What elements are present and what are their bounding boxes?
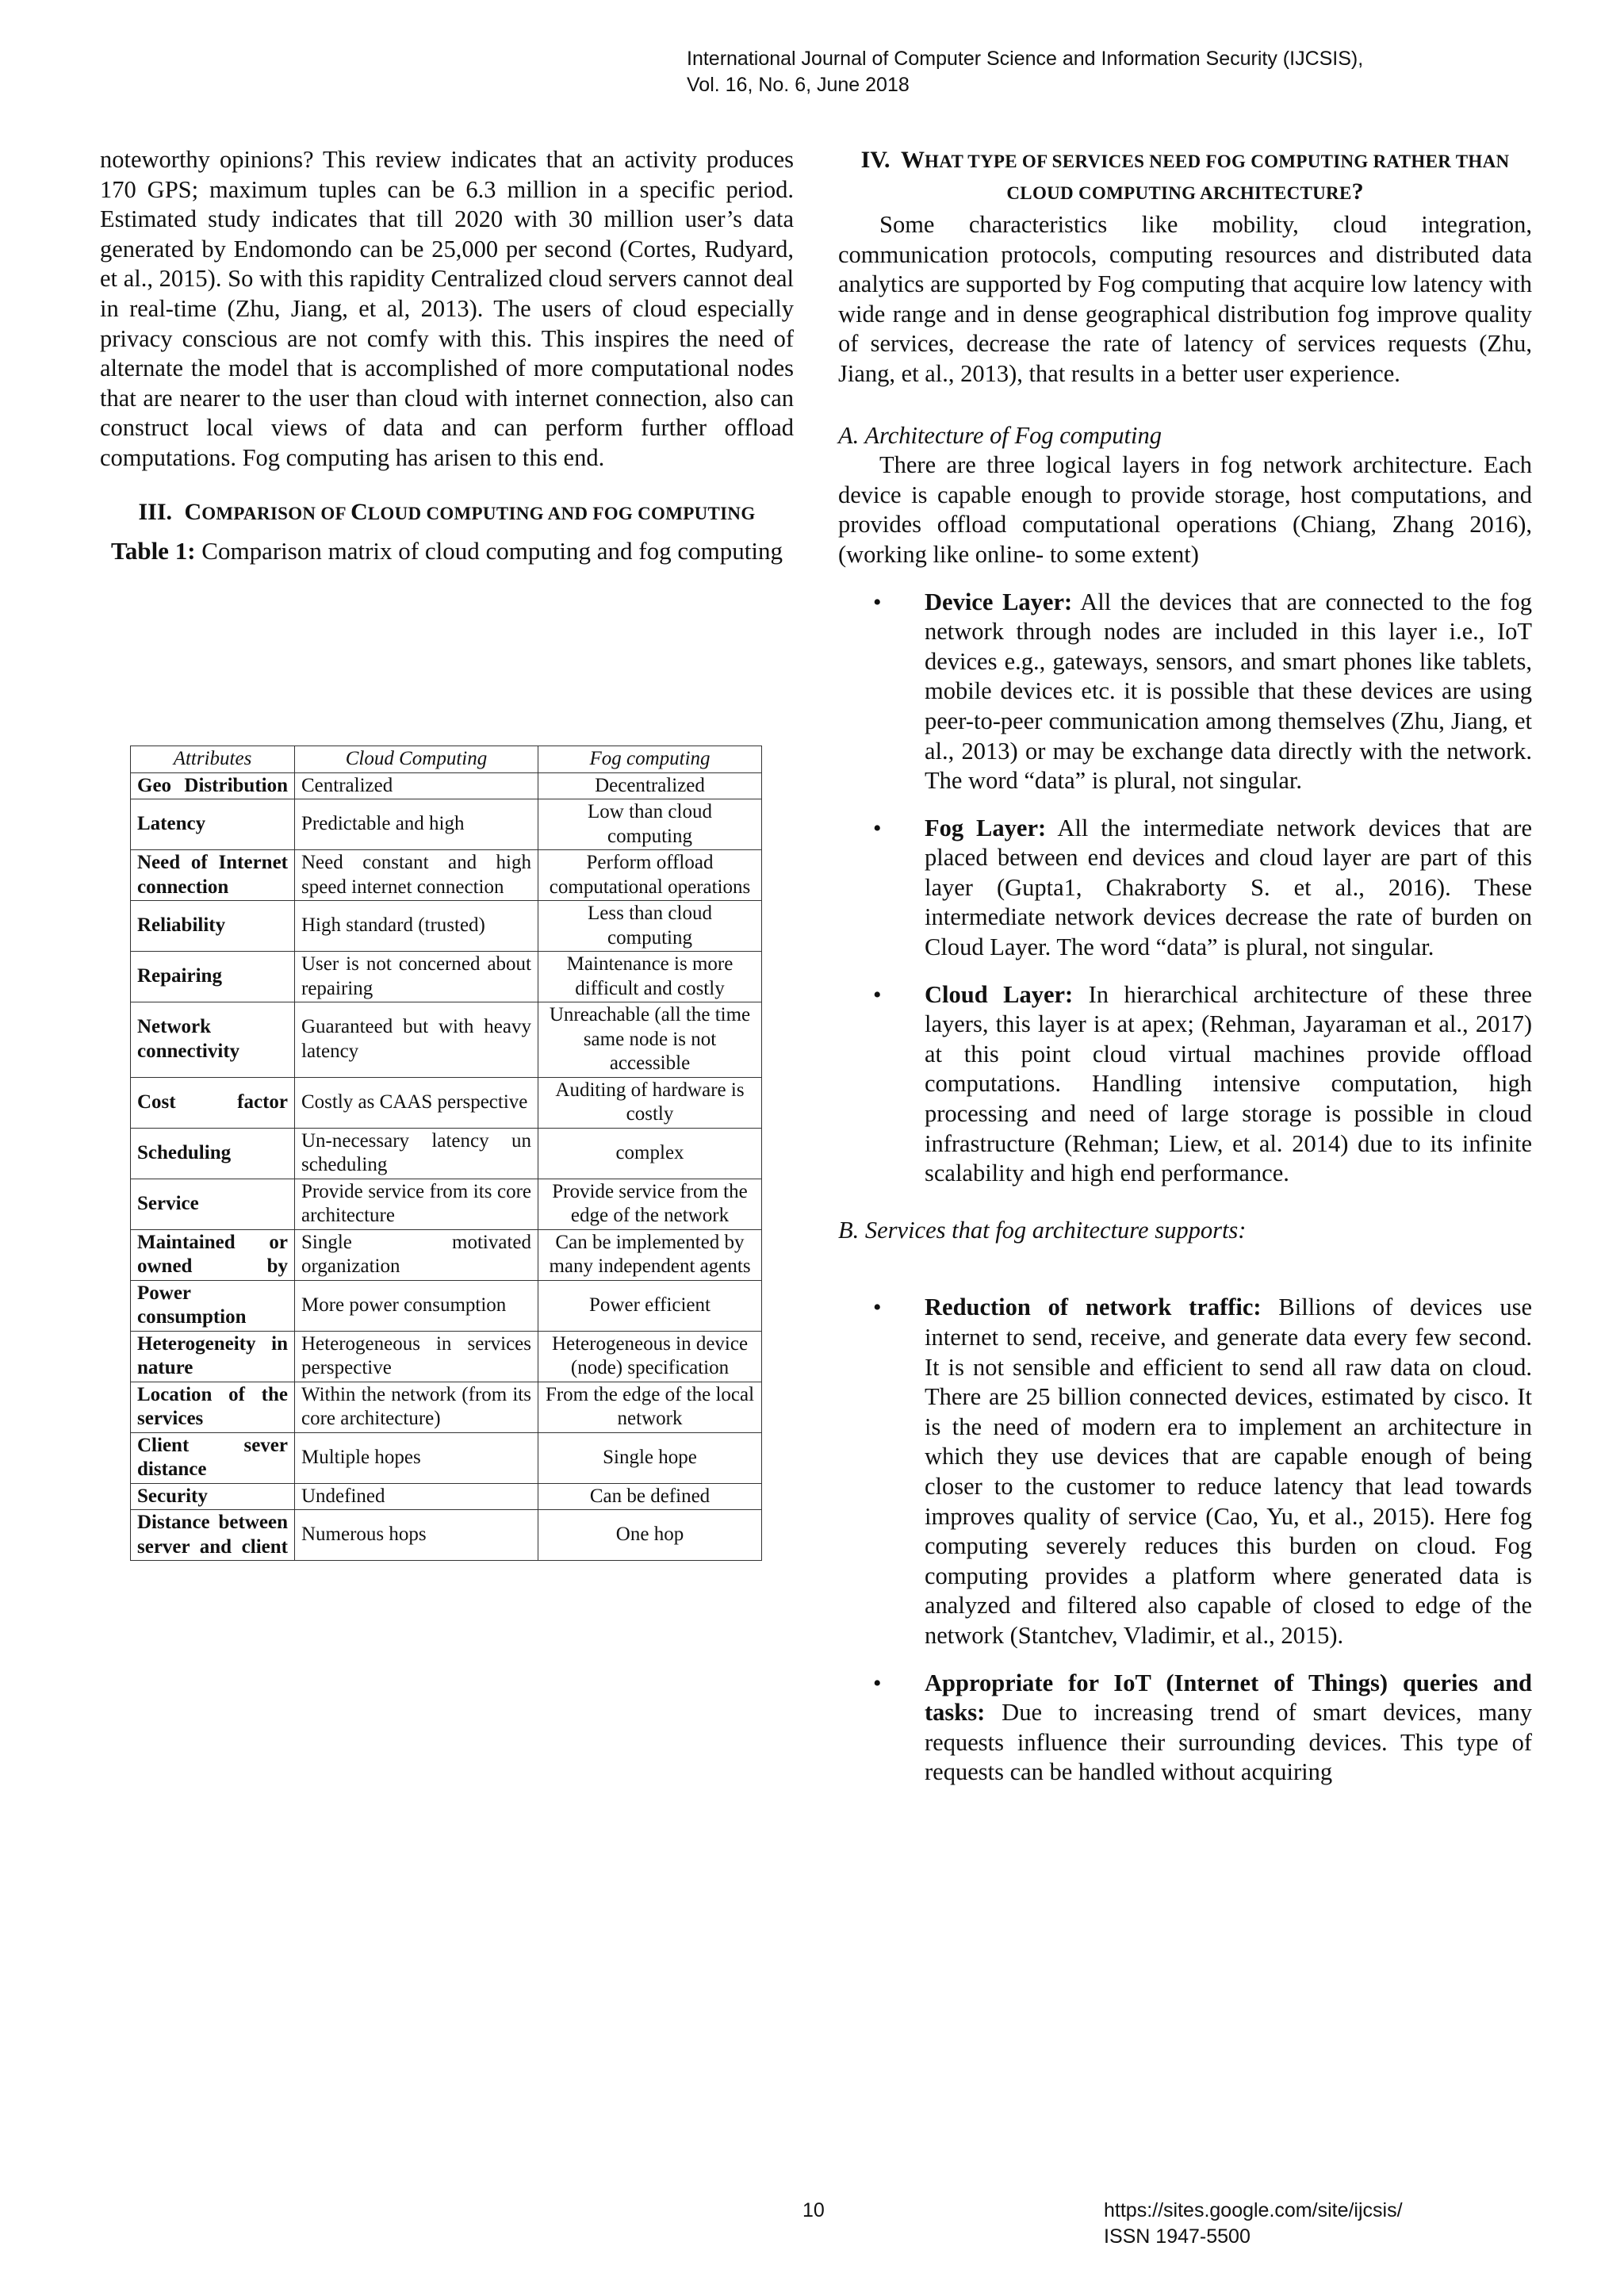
journal-title: International Journal of Computer Science and Information Security (IJCSIS), — [687, 48, 1364, 70]
table-header-cell: Fog computing — [538, 746, 762, 773]
fog-computing-cell: One hop — [538, 1510, 762, 1561]
table-row — [131, 952, 762, 1002]
cloud-computing-cell: Multiple hopes — [295, 1432, 538, 1483]
attribute-cell: Heterogeneity in nature — [131, 1331, 295, 1382]
fog-computing-cell: From the edge of the local network — [538, 1382, 762, 1432]
fog-computing-cell: Perform offload computational operations — [538, 850, 762, 901]
attribute-cell: Security — [131, 1483, 295, 1510]
section-3-number: III. — [138, 498, 173, 525]
table-row — [131, 901, 762, 952]
intro-paragraph: noteworthy opinions? This review indicates that an activity produces 170 GPS; maximum tuples can be 6.3 million in a specific period. Estimated study indicates that till 2020 with 30 million user’s data generated by Endomondo can be 25,000 per second (Cortes, Rudyard, et al., 2015). So with this rapidity Centralized cloud servers cannot deal in real-time (Zhu, Jiang, et al, 2013). The users of cloud especially privacy conscious are not comfy with this. This inspires the need of alternate the model that is accomplished of more computational nodes that are nearer to the user than cloud with internet connection, also can construct local views of data and can perform further offload computations. Fog computing has arisen to this end. — [100, 146, 794, 471]
table-header-cell: Attributes — [131, 746, 295, 773]
fog-computing-cell: Heterogeneous in device (node) specification — [538, 1331, 762, 1382]
layer-item-title: Cloud Layer: — [925, 980, 1074, 1008]
attribute-cell: Maintained or owned by — [131, 1229, 295, 1280]
fog-computing-cell: Maintenance is more difficult and costly — [538, 952, 762, 1002]
table-row — [131, 1280, 762, 1331]
attribute-cell: Location of the services — [131, 1382, 295, 1432]
fog-computing-cell: Unreachable (all the time same node is not accessible — [538, 1002, 762, 1078]
section-3-cap1: C — [184, 498, 202, 525]
cloud-computing-cell: Need constant and high speed internet connection — [295, 850, 538, 901]
attribute-cell: Latency — [131, 799, 295, 850]
service-item-text: Due to increasing trend of smart devices, many requests influence their surrounding devices. This type of requests can be handled without acquiring — [925, 1699, 1532, 1786]
section-4-paragraph: Some characteristics like mobility, cloud integration, communication protocols, computing resources and distributed data analytics are supported by Fog computing that acquire low latency with wide range and in dense geographical distribution fog improve quality of services, decrease the rate of latency of services requests (Zhu, Jiang, et al., 2013), that results in a better user experience. — [838, 211, 1532, 387]
attribute-cell: Client sever distance — [131, 1432, 295, 1483]
footer-issn: ISSN 1947-5500 — [1104, 2225, 1251, 2248]
layer-item-text: In hierarchical architecture of these three layers, this layer is at apex; (Rehman, Jayaraman et al., 2017) at this point cloud virtual machines provide offload computations. Handling intensive computation, high processing and need of large storage is possible in cloud infrastructure (Rehman; Liew, et al. 2014) due to its infinite scalability and high end performance. — [925, 980, 1533, 1187]
comparison-table — [130, 746, 762, 1561]
service-item-title: Reduction of network traffic: — [925, 1294, 1262, 1321]
table-caption-label: Table 1: — [111, 536, 196, 565]
cloud-computing-cell: Un-necessary latency un scheduling — [295, 1128, 538, 1179]
table-row — [131, 1077, 762, 1128]
services-list — [838, 1293, 1532, 1788]
cloud-computing-cell: Heterogeneous in services perspective — [295, 1331, 538, 1382]
left-column — [100, 145, 794, 567]
cloud-computing-cell: Guaranteed but with heavy latency — [295, 1002, 538, 1078]
table-row — [131, 1179, 762, 1229]
layer-item — [838, 980, 1532, 1189]
attribute-cell: Geo Distribution — [131, 772, 295, 799]
table-row — [131, 1432, 762, 1483]
section-3-text1: OMPARISON OF — [201, 503, 351, 523]
table-caption — [100, 535, 794, 567]
table-header-cell: Cloud Computing — [295, 746, 538, 773]
layer-item-title: Fog Layer: — [925, 814, 1047, 841]
cloud-computing-cell: Predictable and high — [295, 799, 538, 850]
section-3-heading — [100, 497, 794, 529]
cloud-computing-cell: Costly as CAAS perspective — [295, 1077, 538, 1128]
cloud-computing-cell: More power consumption — [295, 1280, 538, 1331]
layers-list — [838, 588, 1532, 1189]
page-number: 10 — [802, 2199, 825, 2221]
subsection-a-paragraph: There are three logical layers in fog network architecture. Each device is capable enough to provide storage, host computations, and provides offload computational operations (Chiang, Zhang 2016), (working like online- to some extent) — [838, 451, 1532, 568]
table-body — [131, 772, 762, 1561]
table-header-row — [131, 746, 762, 773]
attribute-cell: Scheduling — [131, 1128, 295, 1179]
cloud-computing-cell: Undefined — [295, 1483, 538, 1510]
section-4-text: HAT TYPE OF SERVICES NEED FOG COMPUTING RATHER THAN CLOUD COMPUTING ARCHITECTURE — [925, 151, 1510, 203]
table-row — [131, 850, 762, 901]
cloud-computing-cell: High standard (trusted) — [295, 901, 538, 952]
fog-computing-cell: Can be implemented by many independent agents — [538, 1229, 762, 1280]
section-4-cap1: W — [901, 147, 925, 173]
fog-computing-cell: Single hope — [538, 1432, 762, 1483]
table-row — [131, 799, 762, 850]
layer-item — [838, 588, 1532, 796]
fog-computing-cell: complex — [538, 1128, 762, 1179]
cloud-computing-cell: Within the network (from its core architecture) — [295, 1382, 538, 1432]
cloud-computing-cell: Single motivated organization — [295, 1229, 538, 1280]
journal-volume: Vol. 16, No. 6, June 2018 — [687, 74, 910, 96]
table-row — [131, 1382, 762, 1432]
cloud-computing-cell: User is not concerned about repairing — [295, 952, 538, 1002]
layer-item-text: All the intermediate network devices that are placed between end devices and cloud layer are part of this layer (Gupta1, Chakraborty S. et al., 2016). These intermediate network devices decrease the rate of burden on Cloud Layer. The word “data” is plural, not singular. — [925, 814, 1532, 961]
attribute-cell: Reliability — [131, 901, 295, 952]
section-4-number: IV. — [860, 147, 891, 173]
attribute-cell: Cost factor — [131, 1077, 295, 1128]
service-item — [838, 1669, 1532, 1788]
table-caption-text: Comparison matrix of cloud computing and fog computing — [195, 536, 783, 565]
section-4-heading — [838, 145, 1532, 209]
subsection-b-heading: B. Services that fog architecture supports: — [838, 1216, 1247, 1244]
layer-item-title: Device Layer: — [925, 588, 1073, 615]
subsection-a-heading: A. Architecture of Fog computing — [838, 421, 1162, 449]
table-row — [131, 1128, 762, 1179]
fog-computing-cell: Can be defined — [538, 1483, 762, 1510]
attribute-cell: Distance between server and client — [131, 1510, 295, 1561]
fog-computing-cell: Power efficient — [538, 1280, 762, 1331]
table-row — [131, 772, 762, 799]
attribute-cell: Network connectivity — [131, 1002, 295, 1078]
cloud-computing-cell: Numerous hops — [295, 1510, 538, 1561]
footer-info — [1104, 2198, 1403, 2250]
section-4-end: ? — [1351, 178, 1364, 205]
service-item-title: Appropriate for IoT (Internet of Things) queries and tasks: — [925, 1669, 1532, 1727]
service-item — [838, 1293, 1532, 1650]
fog-computing-cell: Low than cloud computing — [538, 799, 762, 850]
service-item-text: Billions of devices use internet to send, receive, and generate data every few second. It is not sensible and efficient to send all raw data on cloud. There are 25 billion connected devices, estimated by cisco. It is the need of modern era to implement an architecture in which they use devices that are capable enough of being closer to the customer to reduce latency that lead towards improves quality of service (Cao, Yu, et al., 2015). Here fog computing severely reduces this burden on cloud. Fog computing provides a platform where generated data is analyzed and filtered also capable of closed to edge of the network (Stantchev, Vladimir, et al., 2015). — [925, 1294, 1532, 1649]
fog-computing-cell: Provide service from the edge of the network — [538, 1179, 762, 1229]
attribute-cell: Power consumption — [131, 1280, 295, 1331]
fog-computing-cell: Auditing of hardware is costly — [538, 1077, 762, 1128]
attribute-cell: Need of Internet connection — [131, 850, 295, 901]
footer-url: https://sites.google.com/site/ijcsis/ — [1104, 2199, 1403, 2221]
table-row — [131, 1331, 762, 1382]
cloud-computing-cell: Centralized — [295, 772, 538, 799]
table-row — [131, 1229, 762, 1280]
section-3-cap2: C — [350, 498, 368, 525]
right-column — [838, 145, 1532, 1788]
layer-item — [838, 814, 1532, 963]
cloud-computing-cell: Provide service from its core architecture — [295, 1179, 538, 1229]
section-3-text2: LOUD COMPUTING AND FOG COMPUTING — [367, 503, 756, 523]
table-row — [131, 1483, 762, 1510]
table-row — [131, 1510, 762, 1561]
layer-item-text: All the devices that are connected to the fog network through nodes are included in this layer i.e., IoT devices e.g., gateways, sensors, and smart phones like tablets, mobile devices etc. it is possible that these devices are using peer-to-peer communication among themselves (Zhu, Jiang, et al., 2013) or may be exchange data directly with the network. The word “data” is plural, not singular. — [925, 588, 1532, 795]
fog-computing-cell: Less than cloud computing — [538, 901, 762, 952]
attribute-cell: Repairing — [131, 952, 295, 1002]
fog-computing-cell: Decentralized — [538, 772, 762, 799]
attribute-cell: Service — [131, 1179, 295, 1229]
journal-header — [687, 46, 1363, 98]
table-row — [131, 1002, 762, 1078]
